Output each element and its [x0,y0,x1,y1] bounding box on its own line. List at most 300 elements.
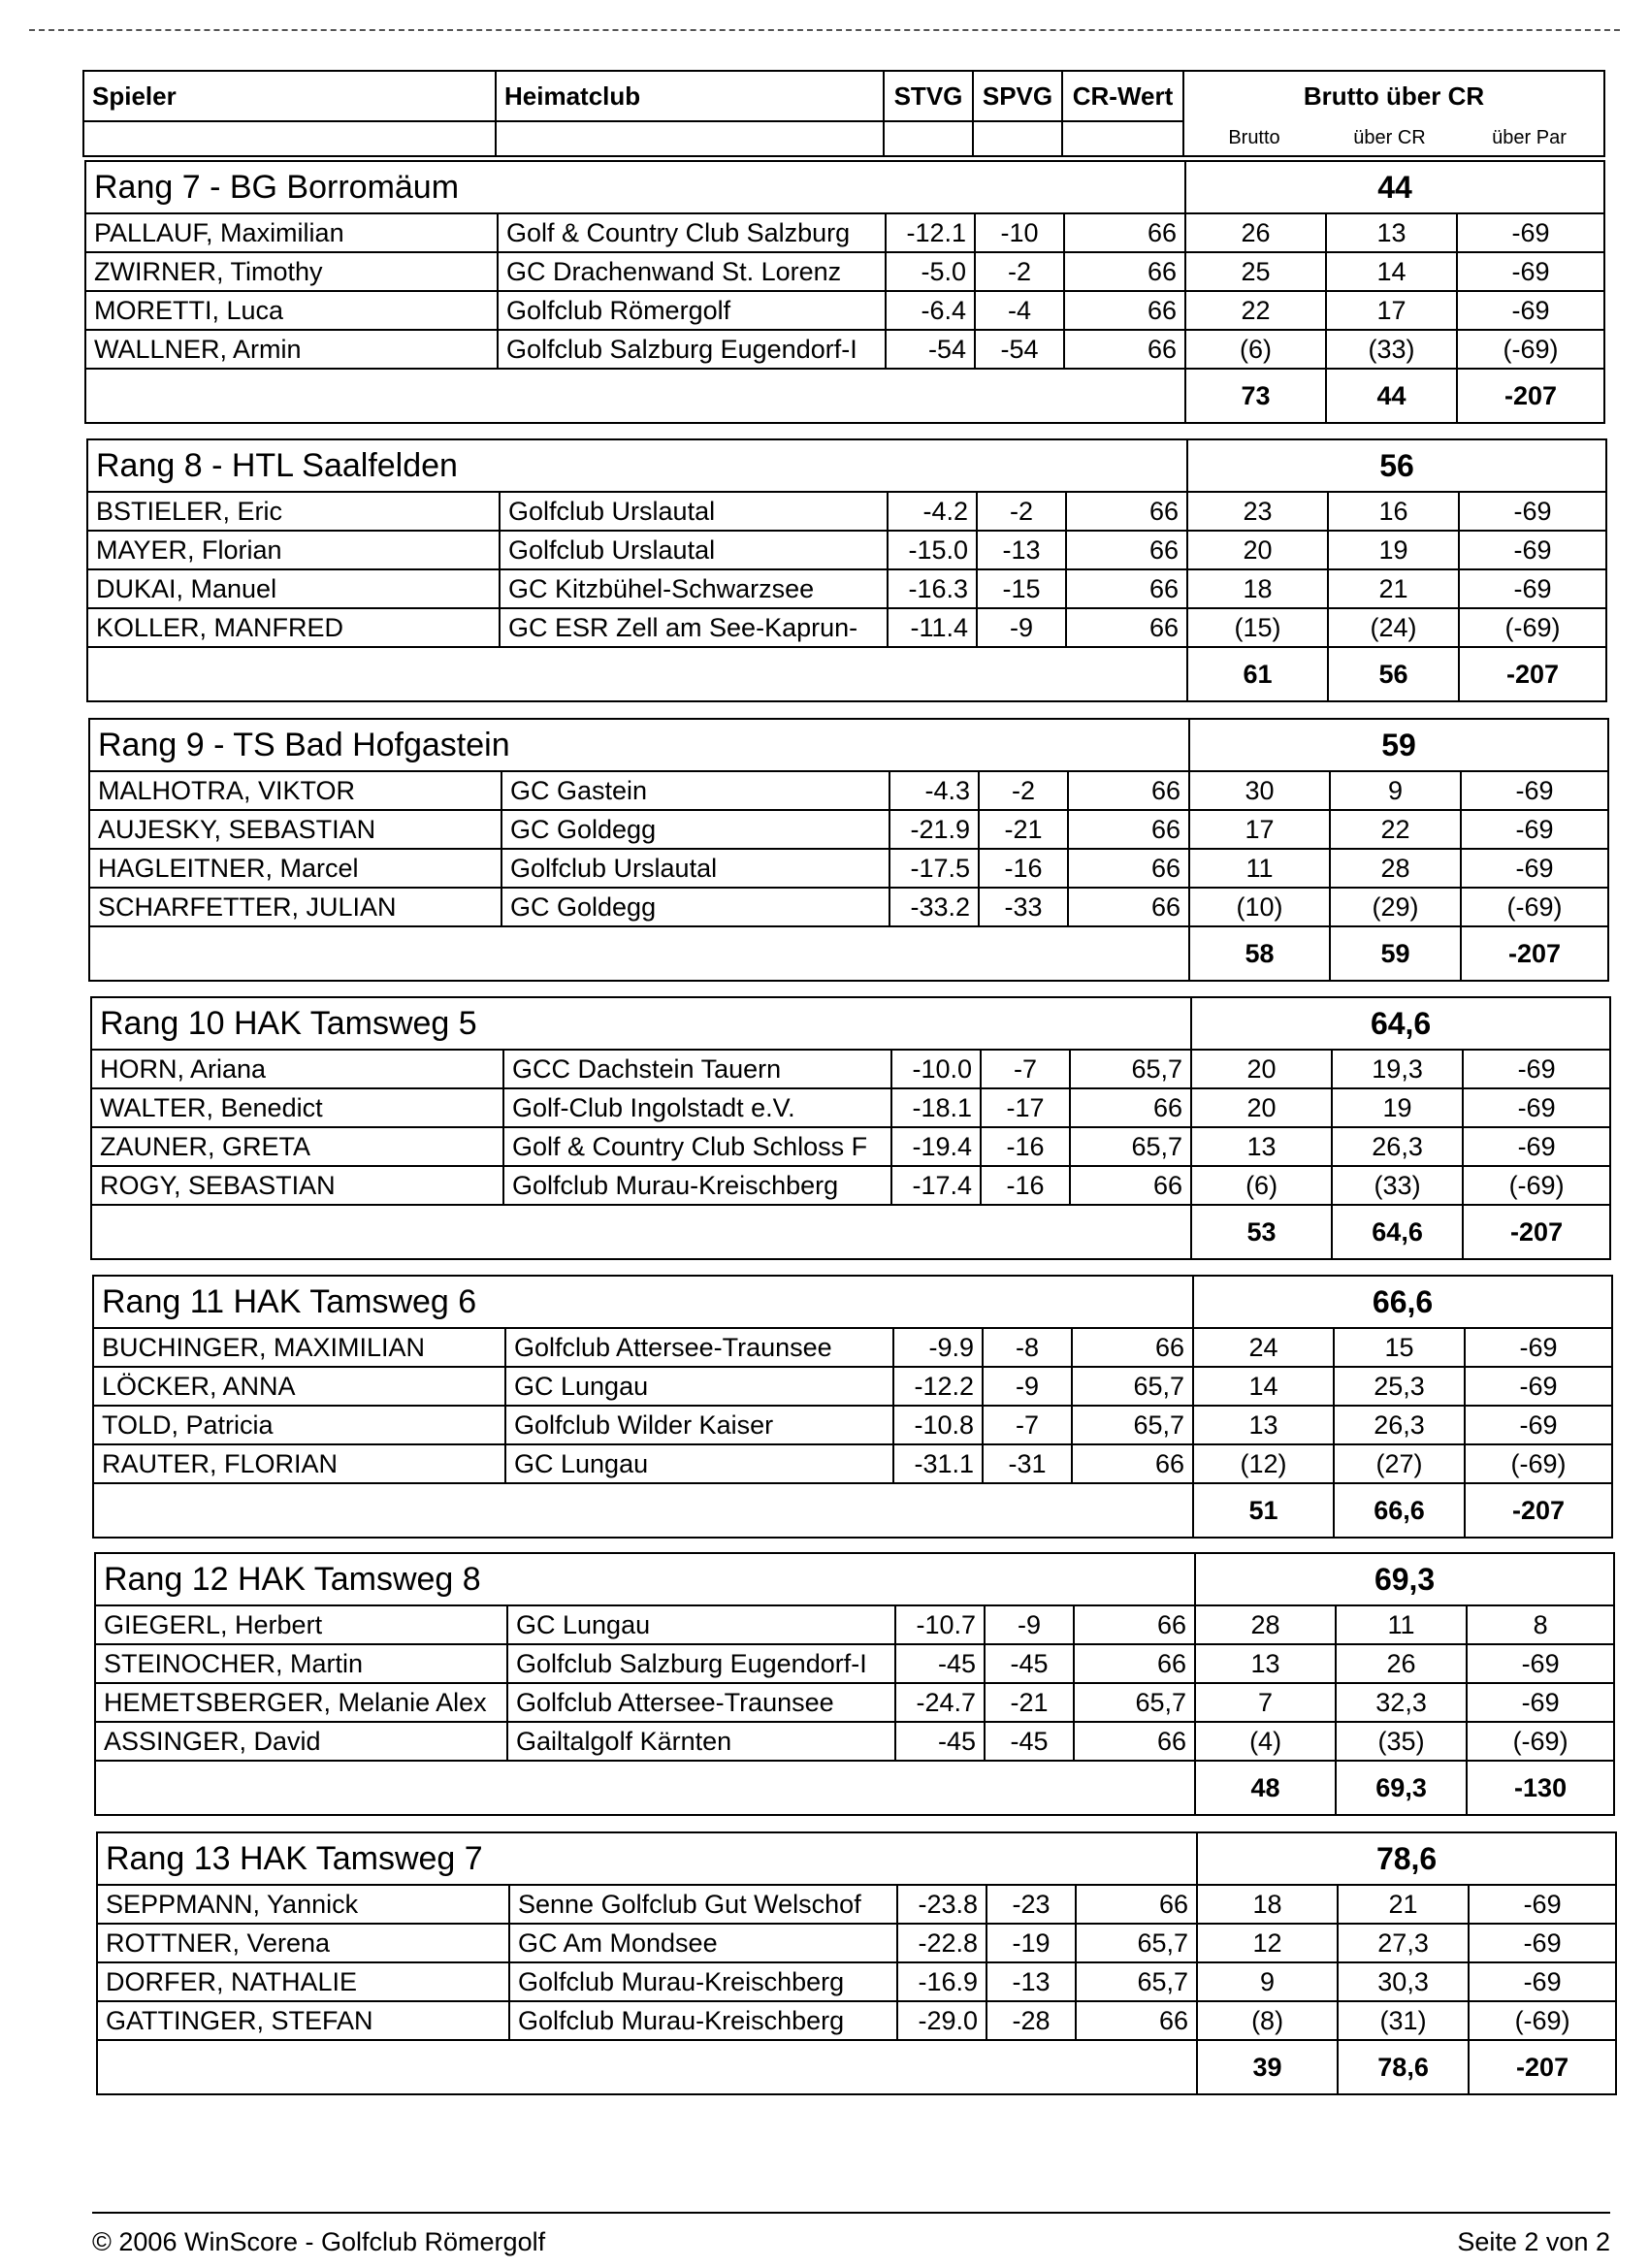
totals-blank [87,647,1187,701]
player-ueber-par: -69 [1465,1367,1612,1406]
player-stvg: -10.7 [895,1605,985,1644]
player-row [97,1962,1616,2001]
player-ueber-cr: (35) [1336,1722,1467,1761]
total-ueber-cr: 44 [1326,369,1457,423]
player-brutto: 14 [1193,1367,1334,1406]
player-stvg: -6.4 [886,291,975,330]
rank-table [88,718,1609,982]
player-stvg: -23.8 [897,1885,986,1924]
player-cr-wert: 66 [1064,291,1185,330]
player-row [95,1722,1614,1761]
rank-table [84,160,1605,424]
player-cr-wert: 66 [1066,608,1187,647]
player-name: RAUTER, FLORIAN [93,1444,505,1483]
player-ueber-par: -69 [1459,569,1606,608]
player-cr-wert: 65,7 [1070,1127,1191,1166]
totals-blank [91,1205,1191,1259]
player-cr-wert: 66 [1076,1885,1197,1924]
scan-top-line [29,29,1620,31]
player-brutto: (6) [1191,1166,1332,1205]
player-stvg: -16.3 [888,569,977,608]
player-stvg: -12.2 [893,1367,983,1406]
header-sub-ueber-cr: über CR [1324,121,1455,156]
player-ueber-par: -69 [1467,1683,1614,1722]
totals-blank [89,926,1189,981]
player-stvg: -15.0 [888,531,977,569]
player-brutto: 18 [1187,569,1328,608]
player-ueber-cr: 26,3 [1334,1406,1465,1444]
rank-title: Rang 12 HAK Tamsweg 8 [95,1553,1195,1605]
player-brutto: 22 [1185,291,1326,330]
player-club: Golf-Club Ingolstadt e.V. [503,1088,891,1127]
total-brutto: 73 [1185,369,1326,423]
rank-totals-row [89,926,1608,981]
player-stvg: -17.4 [891,1166,981,1205]
player-spvg: -31 [983,1444,1072,1483]
player-row [85,291,1604,330]
player-row [95,1644,1614,1683]
player-ueber-par: -69 [1469,1924,1616,1962]
player-stvg: -10.0 [891,1050,981,1088]
player-ueber-par: (-69) [1461,888,1608,926]
header-cr-wert: CR-Wert [1062,71,1183,121]
player-ueber-cr: 28 [1330,849,1461,888]
total-ueber-cr: 64,6 [1332,1205,1463,1259]
player-spvg: -23 [986,1885,1076,1924]
total-ueber-par: -207 [1463,1205,1610,1259]
player-ueber-cr: (29) [1330,888,1461,926]
player-stvg: -9.9 [893,1328,983,1367]
player-ueber-cr: 19 [1332,1088,1463,1127]
player-ueber-cr: 13 [1326,213,1457,252]
player-row [93,1367,1612,1406]
player-brutto: (12) [1193,1444,1334,1483]
total-brutto: 61 [1187,647,1328,701]
total-ueber-cr: 69,3 [1336,1761,1467,1815]
player-stvg: -22.8 [897,1924,986,1962]
rank-title: Rang 9 - TS Bad Hofgastein [89,719,1189,771]
player-ueber-par: (-69) [1459,608,1606,647]
player-stvg: -11.4 [888,608,977,647]
player-ueber-par: -69 [1457,291,1604,330]
rank-score: 66,6 [1193,1276,1612,1328]
player-cr-wert: 66 [1074,1644,1195,1683]
player-ueber-par: 8 [1467,1605,1614,1644]
player-name: SCHARFETTER, JULIAN [89,888,501,926]
player-name: ROGY, SEBASTIAN [91,1166,503,1205]
player-name: MORETTI, Luca [85,291,498,330]
player-spvg: -19 [986,1924,1076,1962]
header-stvg: STVG [884,71,973,121]
player-club: GC Gastein [501,771,889,810]
player-ueber-cr: 21 [1328,569,1459,608]
player-ueber-par: -69 [1461,771,1608,810]
player-spvg: -33 [979,888,1068,926]
player-ueber-cr: (33) [1326,330,1457,369]
player-ueber-par: -69 [1463,1088,1610,1127]
player-ueber-par: -69 [1469,1885,1616,1924]
player-ueber-par: -69 [1457,252,1604,291]
player-ueber-cr: 32,3 [1336,1683,1467,1722]
player-spvg: -28 [986,2001,1076,2040]
player-stvg: -29.0 [897,2001,986,2040]
rank-table [86,438,1607,702]
player-brutto: 24 [1193,1328,1334,1367]
player-cr-wert: 66 [1066,492,1187,531]
player-cr-wert: 66 [1064,213,1185,252]
player-brutto: 7 [1195,1683,1336,1722]
column-header-table [82,70,1605,157]
player-name: KOLLER, MANFRED [87,608,500,647]
total-brutto: 53 [1191,1205,1332,1259]
player-name: BSTIELER, Eric [87,492,500,531]
player-brutto: 28 [1195,1605,1336,1644]
rank-table [90,996,1611,1260]
player-name: GATTINGER, STEFAN [97,2001,509,2040]
player-stvg: -4.3 [889,771,979,810]
player-brutto: (15) [1187,608,1328,647]
player-row [91,1166,1610,1205]
player-ueber-cr: 17 [1326,291,1457,330]
player-name: WALLNER, Armin [85,330,498,369]
player-brutto: 25 [1185,252,1326,291]
player-spvg: -7 [983,1406,1072,1444]
totals-blank [93,1483,1193,1538]
player-row [87,531,1606,569]
player-ueber-cr: 30,3 [1338,1962,1469,2001]
header-blank-2 [496,121,884,156]
player-club: GC Lungau [505,1367,893,1406]
rank-title: Rang 8 - HTL Saalfelden [87,439,1187,492]
player-ueber-par: -69 [1465,1328,1612,1367]
player-name: AUJESKY, SEBASTIAN [89,810,501,849]
player-ueber-par: -69 [1459,492,1606,531]
player-club: GC Goldegg [501,810,889,849]
total-ueber-par: -207 [1469,2040,1616,2094]
player-cr-wert: 66 [1076,2001,1197,2040]
player-brutto: 13 [1195,1644,1336,1683]
player-club: Gailtalgolf Kärnten [507,1722,895,1761]
player-name: ZWIRNER, Timothy [85,252,498,291]
rank-totals-row [87,647,1606,701]
player-cr-wert: 65,7 [1074,1683,1195,1722]
player-row [85,252,1604,291]
player-cr-wert: 66 [1066,531,1187,569]
player-row [85,330,1604,369]
player-ueber-par: (-69) [1465,1444,1612,1483]
player-brutto: 13 [1193,1406,1334,1444]
player-brutto: (8) [1197,2001,1338,2040]
header-blank-5 [1062,121,1183,156]
player-name: STEINOCHER, Martin [95,1644,507,1683]
player-name: ZAUNER, GRETA [91,1127,503,1166]
player-cr-wert: 65,7 [1072,1406,1193,1444]
total-brutto: 48 [1195,1761,1336,1815]
rank-title: Rang 13 HAK Tamsweg 7 [97,1832,1197,1885]
player-row [87,608,1606,647]
header-blank-1 [83,121,496,156]
player-cr-wert: 66 [1068,810,1189,849]
rank-score: 56 [1187,439,1606,492]
player-row [95,1683,1614,1722]
player-club: GC ESR Zell am See-Kaprun- [500,608,888,647]
player-spvg: -45 [985,1722,1074,1761]
player-spvg: -16 [979,849,1068,888]
total-ueber-cr: 66,6 [1334,1483,1465,1538]
player-spvg: -9 [985,1605,1074,1644]
player-row [91,1050,1610,1088]
header-spieler: Spieler [83,71,496,121]
player-row [97,2001,1616,2040]
total-brutto: 39 [1197,2040,1338,2094]
player-ueber-par: -69 [1463,1127,1610,1166]
total-ueber-par: -207 [1461,926,1608,981]
rank-table [96,1831,1617,2095]
player-name: WALTER, Benedict [91,1088,503,1127]
player-ueber-cr: 25,3 [1334,1367,1465,1406]
player-stvg: -10.8 [893,1406,983,1444]
rank-score: 78,6 [1197,1832,1616,1885]
player-name: LÖCKER, ANNA [93,1367,505,1406]
player-row [89,771,1608,810]
player-name: DORFER, NATHALIE [97,1962,509,2001]
total-brutto: 51 [1193,1483,1334,1538]
player-ueber-par: (-69) [1457,330,1604,369]
player-spvg: -54 [975,330,1064,369]
player-cr-wert: 65,7 [1076,1924,1197,1962]
total-ueber-cr: 59 [1330,926,1461,981]
player-row [85,213,1604,252]
player-club: Golfclub Urslautal [501,849,889,888]
player-club: Golfclub Urslautal [500,492,888,531]
header-sub-ueber-par: über Par [1455,121,1604,156]
player-brutto: 30 [1189,771,1330,810]
player-ueber-cr: (33) [1332,1166,1463,1205]
player-stvg: -45 [895,1644,985,1683]
player-club: Golf & Country Club Schloss F [503,1127,891,1166]
player-cr-wert: 66 [1072,1444,1193,1483]
player-brutto: (6) [1185,330,1326,369]
player-row [97,1924,1616,1962]
header-blank-3 [884,121,973,156]
player-stvg: -17.5 [889,849,979,888]
player-ueber-cr: (27) [1334,1444,1465,1483]
player-name: ASSINGER, David [95,1722,507,1761]
player-name: MAYER, Florian [87,531,500,569]
player-cr-wert: 66 [1072,1328,1193,1367]
player-ueber-par: -69 [1461,810,1608,849]
player-club: Golfclub Römergolf [498,291,886,330]
player-brutto: 20 [1191,1050,1332,1088]
player-spvg: -4 [975,291,1064,330]
player-ueber-cr: 19,3 [1332,1050,1463,1088]
header-blank-4 [973,121,1062,156]
player-row [91,1088,1610,1127]
player-stvg: -24.7 [895,1683,985,1722]
header-brutto-ueber-cr: Brutto über CR [1183,71,1604,121]
total-ueber-par: -130 [1467,1761,1614,1815]
player-stvg: -54 [886,330,975,369]
player-cr-wert: 66 [1066,569,1187,608]
player-name: HEMETSBERGER, Melanie Alex [95,1683,507,1722]
player-ueber-cr: 27,3 [1338,1924,1469,1962]
player-spvg: -10 [975,213,1064,252]
footer-page-number: Seite 2 von 2 [1457,2227,1610,2256]
rank-totals-row [95,1761,1614,1815]
player-name: HORN, Ariana [91,1050,503,1088]
player-stvg: -31.1 [893,1444,983,1483]
player-club: GC Am Mondsee [509,1924,897,1962]
player-row [89,810,1608,849]
totals-blank [85,369,1185,423]
player-row [93,1328,1612,1367]
player-ueber-cr: 15 [1334,1328,1465,1367]
player-spvg: -13 [986,1962,1076,2001]
player-ueber-cr: 11 [1336,1605,1467,1644]
player-brutto: 18 [1197,1885,1338,1924]
player-ueber-par: -69 [1457,213,1604,252]
rank-title: Rang 10 HAK Tamsweg 5 [91,997,1191,1050]
player-club: Golfclub Urslautal [500,531,888,569]
total-ueber-par: -207 [1465,1483,1612,1538]
player-spvg: -7 [981,1050,1070,1088]
player-stvg: -18.1 [891,1088,981,1127]
total-ueber-cr: 56 [1328,647,1459,701]
player-club: Golfclub Salzburg Eugendorf-I [507,1644,895,1683]
player-cr-wert: 65,7 [1072,1367,1193,1406]
player-cr-wert: 66 [1068,849,1189,888]
player-ueber-par: -69 [1467,1644,1614,1683]
total-ueber-par: -207 [1457,369,1604,423]
total-ueber-cr: 78,6 [1338,2040,1469,2094]
player-spvg: -8 [983,1328,1072,1367]
player-ueber-cr: 21 [1338,1885,1469,1924]
player-brutto: (10) [1189,888,1330,926]
player-club: GC Goldegg [501,888,889,926]
player-stvg: -19.4 [891,1127,981,1166]
player-row [87,492,1606,531]
player-stvg: -12.1 [886,213,975,252]
rank-table [94,1552,1615,1816]
player-brutto: 17 [1189,810,1330,849]
player-row [89,849,1608,888]
player-name: SEPPMANN, Yannick [97,1885,509,1924]
footer-copyright: © 2006 WinScore - Golfclub Römergolf [92,2227,546,2256]
player-spvg: -16 [981,1166,1070,1205]
player-stvg: -33.2 [889,888,979,926]
player-club: Golfclub Attersee-Traunsee [507,1683,895,1722]
player-ueber-cr: 22 [1330,810,1461,849]
player-ueber-par: (-69) [1463,1166,1610,1205]
player-club: Golfclub Attersee-Traunsee [505,1328,893,1367]
totals-blank [95,1761,1195,1815]
player-ueber-cr: (31) [1338,2001,1469,2040]
player-ueber-cr: 16 [1328,492,1459,531]
header-heimatclub: Heimatclub [496,71,884,121]
player-ueber-cr: 9 [1330,771,1461,810]
player-stvg: -5.0 [886,252,975,291]
player-cr-wert: 66 [1070,1166,1191,1205]
rank-totals-row [97,2040,1616,2094]
player-ueber-par: -69 [1461,849,1608,888]
player-stvg: -16.9 [897,1962,986,2001]
player-cr-wert: 65,7 [1076,1962,1197,2001]
player-spvg: -45 [985,1644,1074,1683]
rank-totals-row [93,1483,1612,1538]
player-spvg: -2 [977,492,1066,531]
player-brutto: 26 [1185,213,1326,252]
player-stvg: -21.9 [889,810,979,849]
player-ueber-par: (-69) [1469,2001,1616,2040]
player-row [97,1885,1616,1924]
rank-totals-row [91,1205,1610,1259]
player-name: GIEGERL, Herbert [95,1605,507,1644]
totals-blank [97,2040,1197,2094]
page-footer [92,2212,1610,2256]
player-brutto: 11 [1189,849,1330,888]
rank-score: 64,6 [1191,997,1610,1050]
player-ueber-par: -69 [1469,1962,1616,2001]
player-ueber-cr: (24) [1328,608,1459,647]
player-spvg: -13 [977,531,1066,569]
player-row [89,888,1608,926]
player-spvg: -9 [977,608,1066,647]
rank-totals-row [85,369,1604,423]
player-club: Senne Golfclub Gut Welschof [509,1885,897,1924]
rank-score: 44 [1185,161,1604,213]
player-club: GC Lungau [505,1444,893,1483]
player-club: GC Kitzbühel-Schwarzsee [500,569,888,608]
player-row [91,1127,1610,1166]
player-ueber-par: -69 [1465,1406,1612,1444]
player-club: GCC Dachstein Tauern [503,1050,891,1088]
player-club: Golf & Country Club Salzburg [498,213,886,252]
player-spvg: -9 [983,1367,1072,1406]
player-club: GC Drachenwand St. Lorenz [498,252,886,291]
total-brutto: 58 [1189,926,1330,981]
player-ueber-cr: 26 [1336,1644,1467,1683]
player-ueber-par: -69 [1463,1050,1610,1088]
total-ueber-par: -207 [1459,647,1606,701]
player-cr-wert: 66 [1064,252,1185,291]
player-club: Golfclub Murau-Kreischberg [509,1962,897,2001]
player-name: HAGLEITNER, Marcel [89,849,501,888]
player-stvg: -45 [895,1722,985,1761]
rank-table [92,1275,1613,1539]
player-brutto: 13 [1191,1127,1332,1166]
player-row [87,569,1606,608]
rank-score: 59 [1189,719,1608,771]
player-cr-wert: 65,7 [1070,1050,1191,1088]
player-cr-wert: 66 [1064,330,1185,369]
player-club: GC Lungau [507,1605,895,1644]
player-brutto: 20 [1187,531,1328,569]
player-spvg: -21 [979,810,1068,849]
player-name: DUKAI, Manuel [87,569,500,608]
player-name: ROTTNER, Verena [97,1924,509,1962]
header-spvg: SPVG [973,71,1062,121]
player-spvg: -17 [981,1088,1070,1127]
player-row [95,1605,1614,1644]
player-stvg: -4.2 [888,492,977,531]
player-name: PALLAUF, Maximilian [85,213,498,252]
player-cr-wert: 66 [1074,1722,1195,1761]
player-spvg: -16 [981,1127,1070,1166]
player-club: Golfclub Wilder Kaiser [505,1406,893,1444]
player-ueber-cr: 19 [1328,531,1459,569]
header-sub-brutto: Brutto [1183,121,1324,156]
rank-title: Rang 7 - BG Borromäum [85,161,1185,213]
